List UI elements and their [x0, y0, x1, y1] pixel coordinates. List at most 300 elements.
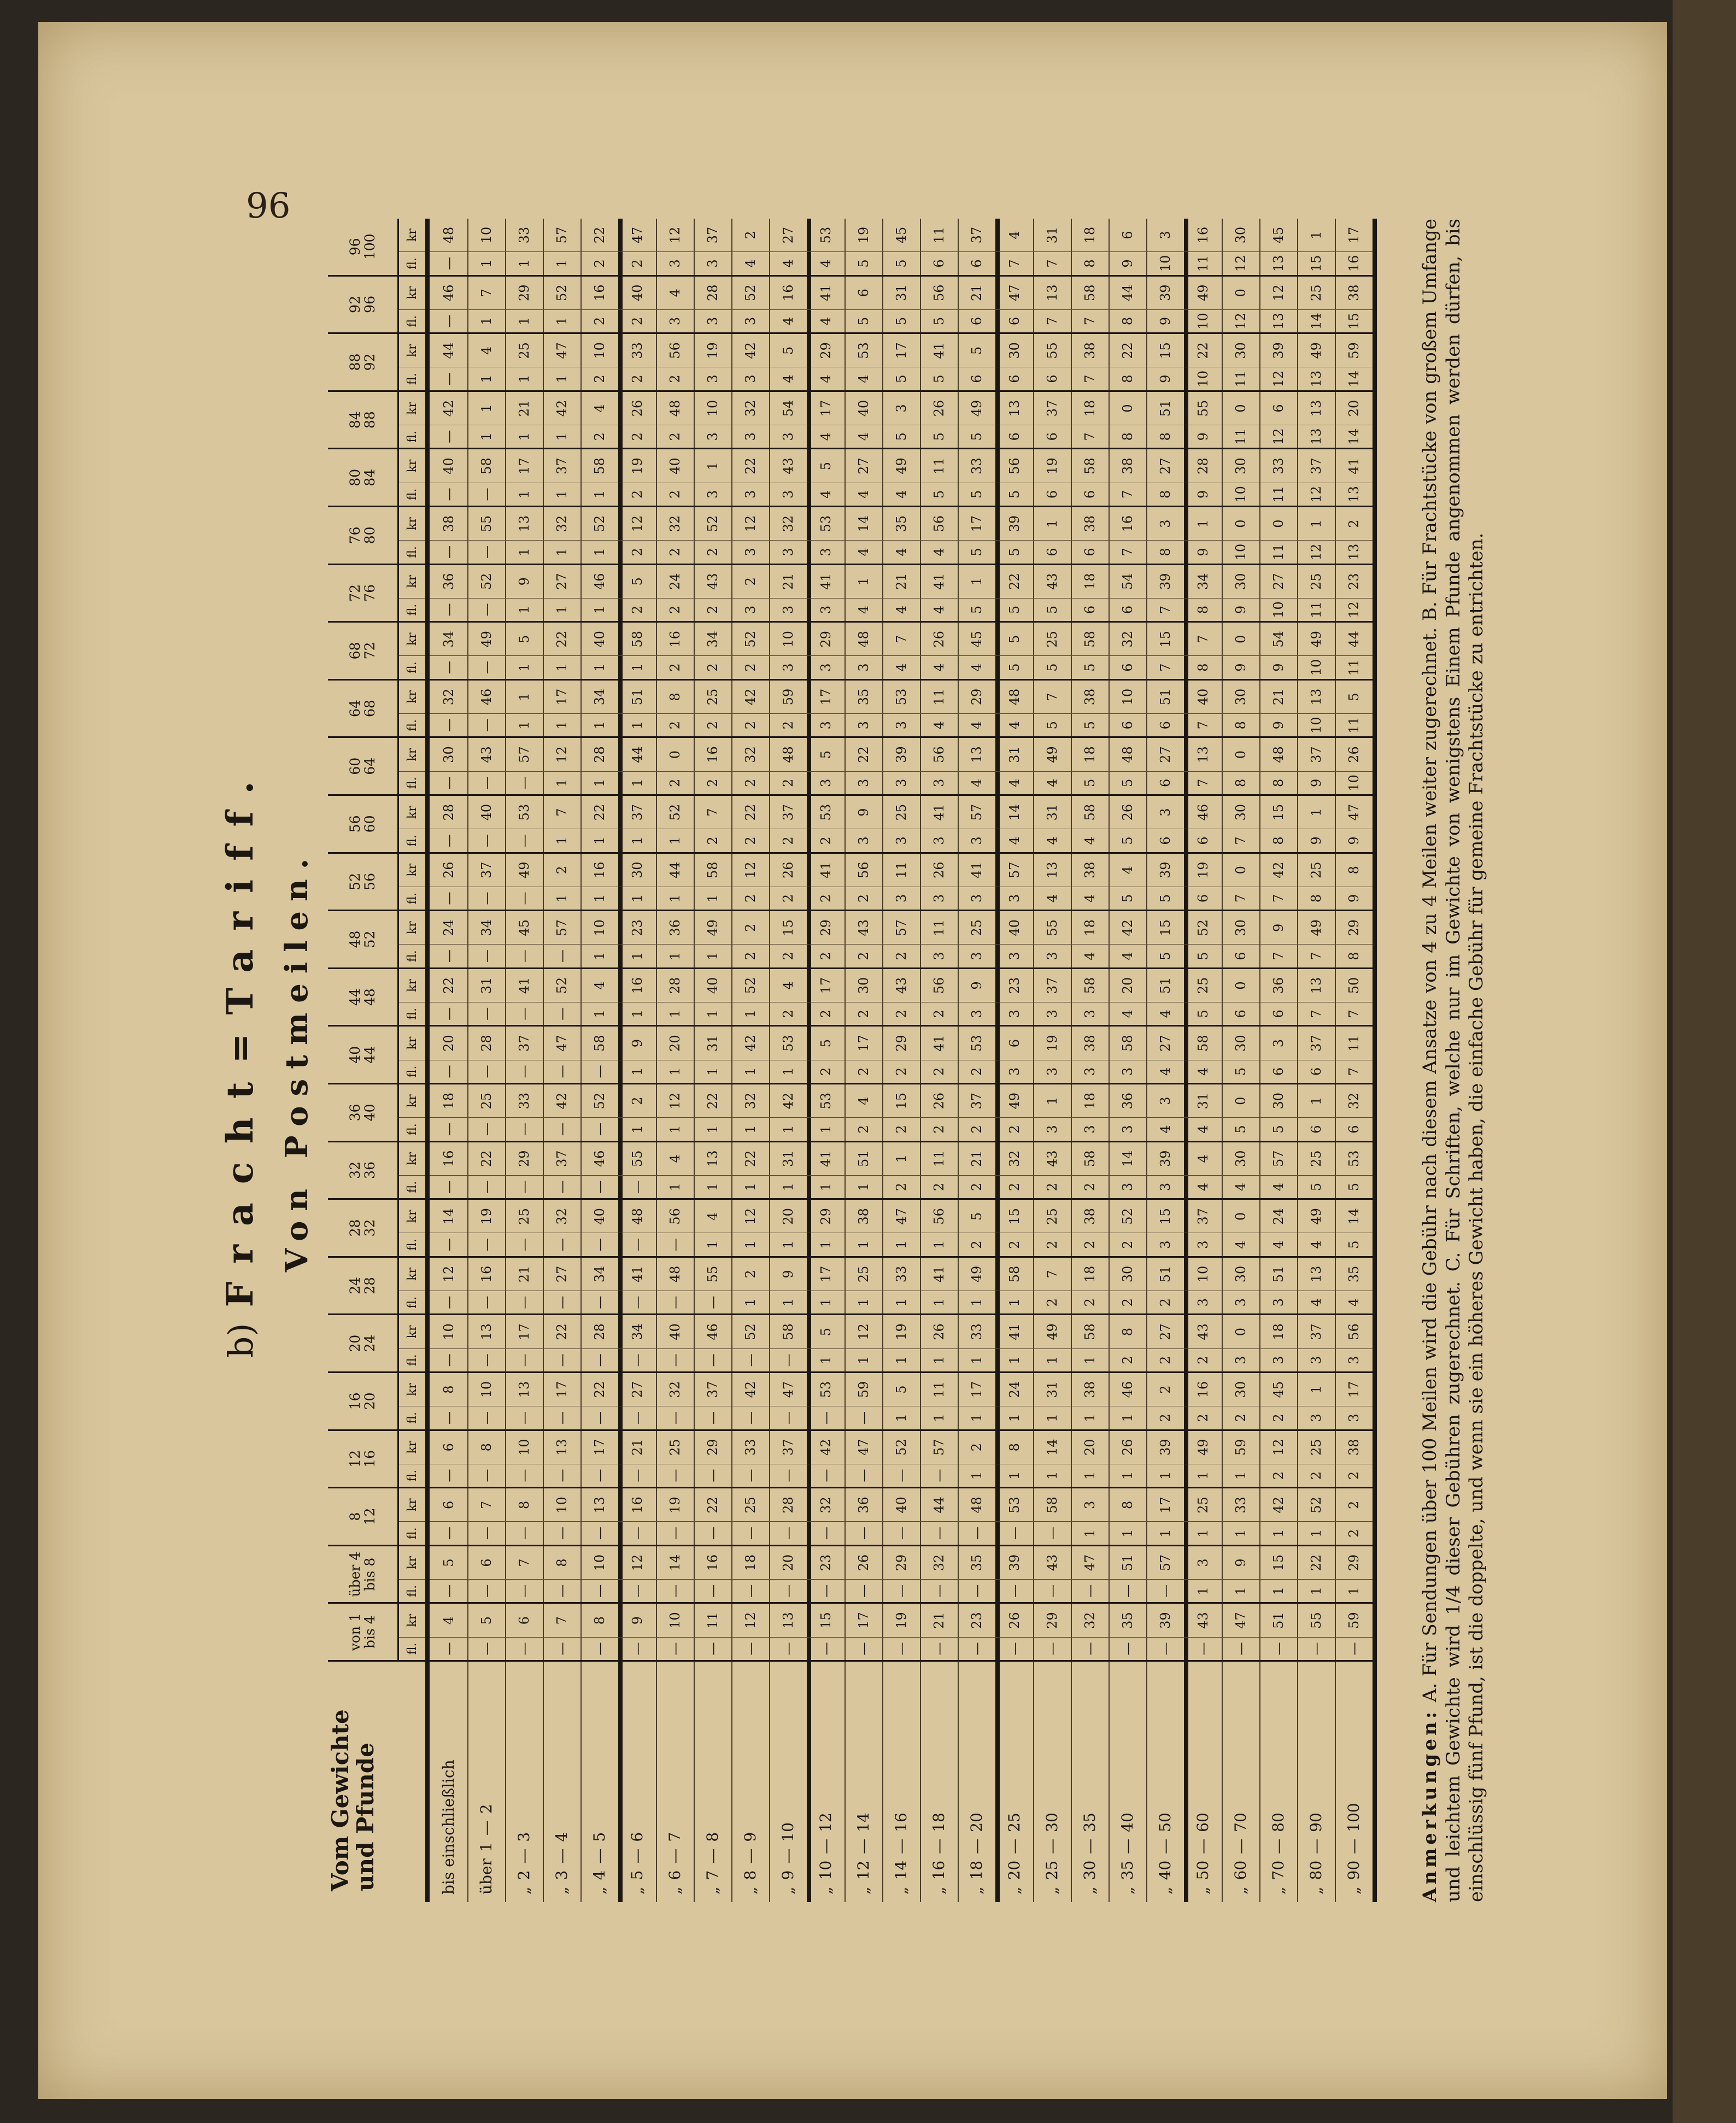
fee-kreuzer-cell: 42: [430, 392, 467, 425]
fee-florin-cell: 3: [1297, 1406, 1335, 1430]
fee-florin-cell: 6: [1109, 599, 1146, 623]
fee-kreuzer-cell: 1: [1297, 1373, 1335, 1406]
fee-kreuzer-cell: 26: [920, 1315, 958, 1348]
fee-florin-cell: 6: [1184, 829, 1222, 853]
fee-florin-cell: 5: [958, 425, 995, 449]
fee-florin-cell: —: [543, 945, 580, 969]
fee-kreuzer-cell: 19: [882, 1315, 920, 1348]
weight-range-cell: [882, 1662, 920, 1902]
fee-kreuzer-cell: 53: [505, 796, 543, 829]
range-to: 80: [361, 526, 378, 544]
weight-a: 12: [854, 1860, 872, 1880]
weight-b: 9: [741, 1832, 759, 1842]
fee-florin-cell: 1: [995, 1464, 1033, 1488]
fee-florin-cell: —: [543, 1176, 580, 1200]
fee-florin-cell: 1: [656, 1060, 694, 1084]
fee-florin-cell: 4: [920, 714, 958, 738]
fee-florin-cell: 3: [1259, 1349, 1297, 1373]
fee-florin-cell: 1: [1146, 1522, 1184, 1546]
fee-kreuzer-cell: 31: [882, 277, 920, 310]
fee-florin-cell: 2: [656, 599, 694, 623]
weight-dash: —: [779, 1848, 797, 1864]
fee-kreuzer-cell: 55: [1033, 334, 1071, 367]
fee-florin-cell: 12: [1297, 541, 1335, 565]
fee-kreuzer-cell: 3: [1146, 1084, 1184, 1118]
fee-kreuzer-cell: 16: [618, 969, 656, 1002]
weight-a: 35: [1118, 1860, 1136, 1880]
fee-florin-cell: 3: [1109, 1176, 1146, 1200]
fee-kreuzer-cell: 19: [1033, 449, 1071, 483]
fee-kreuzer-cell: 12: [1259, 277, 1297, 310]
fee-kreuzer-cell: 51: [618, 681, 656, 714]
weight-pre: „: [1156, 1886, 1174, 1895]
distance-range-header: [328, 738, 399, 796]
fee-kreuzer-cell: 19: [656, 1488, 694, 1522]
tariff-row: [731, 219, 770, 1902]
range-to: 92: [361, 353, 378, 371]
fee-florin-cell: 2: [1033, 1291, 1071, 1315]
fee-florin-cell: —: [769, 1406, 807, 1430]
fee-florin-cell: 3: [958, 887, 995, 911]
fee-kreuzer-cell: 0: [1222, 623, 1259, 656]
range-to: 88: [361, 411, 378, 429]
fee-florin-cell: —: [769, 1580, 807, 1604]
fee-florin-cell: 1: [920, 1406, 958, 1430]
fee-kreuzer-cell: 1: [1297, 219, 1335, 252]
fee-kreuzer-cell: 1: [1184, 507, 1222, 541]
fee-kreuzer-cell: 53: [769, 1027, 807, 1060]
fee-kreuzer-cell: 17: [807, 392, 844, 425]
fee-florin-cell: 2: [1335, 1464, 1373, 1488]
fee-kreuzer-cell: 46: [1184, 796, 1222, 829]
fee-kreuzer-cell: 59: [1335, 334, 1373, 367]
weight-range-cell: [1297, 1662, 1335, 1902]
weight-range-cell: [1259, 1662, 1297, 1902]
fee-florin-cell: 3: [844, 714, 882, 738]
fee-florin-cell: 5: [882, 310, 920, 334]
fee-florin-cell: 1: [1109, 1464, 1146, 1488]
fee-kreuzer-cell: 30: [1109, 1258, 1146, 1291]
distance-range-header: [328, 1373, 399, 1431]
fee-kreuzer-cell: 52: [882, 1431, 920, 1464]
distance-range-header: [328, 1027, 399, 1084]
fee-florin-cell: —: [1259, 1638, 1297, 1662]
fee-florin-cell: 2: [618, 483, 656, 507]
fee-kreuzer-cell: 1: [882, 1142, 920, 1176]
fee-florin-cell: 4: [1297, 1291, 1335, 1315]
fee-kreuzer-cell: 27: [618, 1373, 656, 1406]
tariff-row: [543, 219, 582, 1902]
weight-dash: —: [1118, 1838, 1136, 1854]
fee-kreuzer-cell: 52: [1297, 1488, 1335, 1522]
unit-kr-label: kr: [399, 392, 425, 425]
fee-kreuzer-cell: 57: [920, 1431, 958, 1464]
tariff-title: [219, 219, 279, 1902]
fee-florin-cell: 3: [1335, 1406, 1373, 1430]
weight-dash: —: [477, 1820, 495, 1836]
unit-kr-label: kr: [399, 738, 425, 771]
fee-florin-cell: 1: [1033, 1406, 1071, 1430]
weight-range-cell: [769, 1662, 807, 1902]
fee-kreuzer-cell: 19: [618, 449, 656, 483]
fee-kreuzer-cell: 15: [769, 911, 807, 945]
range-to: 40: [361, 1104, 378, 1122]
fee-kreuzer-cell: 11: [920, 681, 958, 714]
fee-kreuzer-cell: 18: [1071, 1258, 1109, 1291]
fee-florin-cell: 1: [694, 1002, 731, 1027]
fee-florin-cell: 2: [731, 714, 769, 738]
fee-florin-cell: 5: [995, 541, 1033, 565]
fee-kreuzer-cell: 17: [543, 1373, 580, 1406]
fee-florin-cell: —: [430, 1118, 467, 1142]
fee-kreuzer-cell: 16: [769, 277, 807, 310]
fee-kreuzer-cell: 0: [1222, 1315, 1259, 1348]
range-to: 64: [361, 757, 378, 775]
fee-kreuzer-cell: 56: [920, 507, 958, 541]
fee-florin-cell: 2: [807, 1060, 844, 1084]
weight-dash: —: [892, 1838, 910, 1854]
fee-kreuzer-cell: 41: [807, 277, 844, 310]
fee-kreuzer-cell: 12: [430, 1258, 467, 1291]
fee-florin-cell: —: [580, 1464, 618, 1488]
fee-kreuzer-cell: 49: [694, 911, 731, 945]
unit-kr-label: kr: [399, 277, 425, 310]
fee-florin-cell: —: [430, 310, 467, 334]
fee-florin-cell: 6: [1033, 483, 1071, 507]
unit-fl-label: fl.: [399, 425, 425, 449]
fee-florin-cell: —: [430, 1002, 467, 1027]
fee-florin-cell: —: [467, 772, 505, 796]
fee-kreuzer-cell: 7: [505, 1546, 543, 1580]
fee-kreuzer-cell: 57: [543, 911, 580, 945]
unit-kr-label: kr: [399, 334, 425, 367]
fee-florin-cell: 1: [505, 656, 543, 680]
fee-florin-cell: 6: [1297, 1118, 1335, 1142]
range-from: 32: [347, 1162, 363, 1179]
fee-florin-cell: —: [580, 1638, 618, 1662]
fee-florin-cell: 2: [580, 310, 618, 334]
distance-range-header: [328, 1315, 399, 1373]
unit-fl-label: fl.: [399, 483, 425, 507]
fee-kreuzer-cell: 56: [656, 334, 694, 367]
fee-kreuzer-cell: 25: [1297, 1142, 1335, 1176]
fee-kreuzer-cell: 5: [505, 623, 543, 656]
distance-range-header: [328, 219, 399, 277]
fee-florin-cell: 12: [1335, 599, 1373, 623]
fee-kreuzer-cell: 48: [958, 1488, 995, 1522]
fee-florin-cell: 8: [1222, 714, 1259, 738]
fee-florin-cell: 13: [1259, 252, 1297, 276]
fee-florin-cell: 7: [1259, 887, 1297, 911]
fee-kreuzer-cell: 39: [995, 1546, 1033, 1580]
header-row: [328, 219, 430, 1902]
fee-florin-cell: 1: [694, 1176, 731, 1200]
fee-florin-cell: 1: [958, 1349, 995, 1373]
fee-kreuzer-cell: 48: [430, 219, 467, 252]
fee-florin-cell: 4: [995, 772, 1033, 796]
fee-kreuzer-cell: 4: [430, 1604, 467, 1637]
fee-kreuzer-cell: 37: [1297, 1027, 1335, 1060]
fee-kreuzer-cell: 49: [882, 449, 920, 483]
fee-florin-cell: 1: [1184, 1522, 1222, 1546]
fee-kreuzer-cell: 26: [618, 392, 656, 425]
fee-kreuzer-cell: 15: [1259, 1546, 1297, 1580]
fee-florin-cell: 5: [1146, 887, 1184, 911]
fee-florin-cell: —: [430, 1349, 467, 1373]
fee-florin-cell: 1: [543, 656, 580, 680]
tariff-row: [694, 219, 732, 1902]
weight-a: 5: [628, 1870, 646, 1880]
unit-fl-label: fl.: [399, 945, 425, 969]
fee-kreuzer-cell: 2: [731, 911, 769, 945]
tariff-subtitle: Von Postmeilen.: [279, 848, 315, 1272]
fee-florin-cell: —: [694, 1349, 731, 1373]
fee-kreuzer-cell: 36: [1259, 969, 1297, 1002]
fee-florin-cell: —: [807, 1580, 844, 1604]
fee-florin-cell: 2: [995, 1176, 1033, 1200]
fee-florin-cell: 11: [1297, 599, 1335, 623]
fee-florin-cell: 7: [1109, 541, 1146, 565]
fee-florin-cell: 4: [1146, 1118, 1184, 1142]
fee-kreuzer-cell: 14: [995, 796, 1033, 829]
fee-kreuzer-cell: 56: [1335, 1315, 1373, 1348]
fee-florin-cell: 3: [1033, 1118, 1071, 1142]
fee-kreuzer-cell: 1: [1297, 1084, 1335, 1118]
fee-florin-cell: 1: [618, 1118, 656, 1142]
range-from: 64: [347, 700, 363, 718]
range-to: 24: [361, 1334, 378, 1352]
distance-range-header: [328, 681, 399, 738]
weight-dash: —: [1231, 1838, 1250, 1854]
fee-kreuzer-cell: 54: [1109, 565, 1146, 599]
unit-fl-label: fl.: [399, 252, 425, 276]
fee-florin-cell: 1: [543, 483, 580, 507]
fee-kreuzer-cell: 6: [467, 1546, 505, 1580]
fee-kreuzer-cell: 8: [1335, 854, 1373, 887]
fee-kreuzer-cell: 47: [1071, 1546, 1109, 1580]
fee-kreuzer-cell: 39: [882, 738, 920, 771]
weight-a: 80: [1307, 1860, 1325, 1880]
weight-dash: —: [515, 1848, 533, 1864]
fee-florin-cell: 2: [920, 1176, 958, 1200]
fee-florin-cell: 6: [1259, 1002, 1297, 1027]
fee-florin-cell: 2: [1033, 1233, 1071, 1257]
fee-florin-cell: —: [430, 1060, 467, 1084]
weight-dash: —: [930, 1838, 948, 1854]
fee-florin-cell: 1: [618, 1060, 656, 1084]
fee-florin-cell: 2: [656, 541, 694, 565]
fee-kreuzer-cell: 3: [1071, 1488, 1109, 1522]
fee-kreuzer-cell: 1: [1033, 507, 1071, 541]
fee-kreuzer-cell: 36: [1109, 1084, 1146, 1118]
fee-florin-cell: 1: [958, 1464, 995, 1488]
fee-kreuzer-cell: 51: [1259, 1604, 1297, 1637]
weight-dash: —: [1156, 1838, 1174, 1854]
fee-florin-cell: 3: [920, 772, 958, 796]
fee-florin-cell: —: [467, 656, 505, 680]
fee-kreuzer-cell: 49: [995, 1084, 1033, 1118]
fee-kreuzer-cell: 17: [1335, 219, 1373, 252]
weight-pre: bis einschließlich: [439, 1760, 458, 1895]
weight-dash: —: [967, 1838, 986, 1854]
fee-kreuzer-cell: 15: [1146, 911, 1184, 945]
fee-florin-cell: 1: [505, 483, 543, 507]
tariff-row: [807, 219, 846, 1902]
fee-kreuzer-cell: 29: [807, 623, 844, 656]
fee-kreuzer-cell: 11: [1335, 1027, 1373, 1060]
fee-kreuzer-cell: 16: [694, 1546, 731, 1580]
fee-florin-cell: 4: [807, 483, 844, 507]
range-to: 12: [361, 1508, 378, 1526]
fee-florin-cell: 2: [656, 772, 694, 796]
fee-kreuzer-cell: 43: [1033, 565, 1071, 599]
weight-dash: —: [1081, 1838, 1099, 1854]
range-to: 36: [361, 1162, 378, 1179]
range-from: 96: [347, 238, 363, 256]
fee-florin-cell: —: [1033, 1638, 1071, 1662]
fee-florin-cell: —: [580, 1406, 618, 1430]
fee-florin-cell: 2: [844, 887, 882, 911]
fee-florin-cell: —: [844, 1464, 882, 1488]
fee-florin-cell: —: [1071, 1638, 1109, 1662]
unit-kr-label: kr: [399, 1200, 425, 1233]
fee-florin-cell: 1: [920, 1349, 958, 1373]
fee-florin-cell: 1: [769, 1176, 807, 1200]
unit-fl-label: fl.: [399, 541, 425, 565]
fee-kreuzer-cell: 12: [543, 738, 580, 771]
fee-kreuzer-cell: 23: [807, 1546, 844, 1580]
weight-b: 4: [553, 1832, 571, 1842]
fee-florin-cell: —: [430, 425, 467, 449]
unit-kr-label: kr: [399, 1084, 425, 1118]
fee-kreuzer-cell: 10: [656, 1604, 694, 1637]
distance-range-header: [328, 1488, 399, 1546]
fee-kreuzer-cell: 29: [505, 277, 543, 310]
fee-florin-cell: 4: [1033, 829, 1071, 853]
fee-florin-cell: 2: [769, 887, 807, 911]
fee-florin-cell: —: [430, 1522, 467, 1546]
fee-kreuzer-cell: 18: [1071, 219, 1109, 252]
fee-kreuzer-cell: 17: [1335, 1373, 1373, 1406]
fee-kreuzer-cell: 37: [1297, 1315, 1335, 1348]
weight-range-cell: [1071, 1662, 1109, 1902]
fee-florin-cell: 1: [882, 1291, 920, 1315]
fee-kreuzer-cell: 16: [1109, 507, 1146, 541]
fee-florin-cell: 11: [1259, 483, 1297, 507]
fee-florin-cell: —: [467, 1118, 505, 1142]
fee-kreuzer-cell: 13: [1297, 681, 1335, 714]
fee-kreuzer-cell: 42: [543, 392, 580, 425]
weight-a: 40: [1156, 1860, 1174, 1880]
fee-florin-cell: 1: [882, 1406, 920, 1430]
fee-florin-cell: 1: [543, 772, 580, 796]
fee-florin-cell: 2: [1071, 1176, 1109, 1200]
fee-florin-cell: —: [505, 945, 543, 969]
fee-florin-cell: 1: [656, 829, 694, 853]
fee-florin-cell: —: [656, 1349, 694, 1373]
fee-kreuzer-cell: 32: [430, 681, 467, 714]
fee-kreuzer-cell: 20: [769, 1546, 807, 1580]
fee-florin-cell: 2: [807, 1002, 844, 1027]
tariff-row: [1146, 219, 1188, 1902]
fee-kreuzer-cell: 15: [807, 1604, 844, 1637]
fee-kreuzer-cell: 40: [656, 449, 694, 483]
fee-florin-cell: 5: [1335, 1233, 1373, 1257]
fee-kreuzer-cell: 27: [1146, 1027, 1184, 1060]
fee-florin-cell: 6: [1109, 714, 1146, 738]
fee-kreuzer-cell: 40: [656, 1315, 694, 1348]
fee-kreuzer-cell: 21: [958, 277, 995, 310]
fee-kreuzer-cell: 41: [920, 796, 958, 829]
fee-kreuzer-cell: 4: [1109, 854, 1146, 887]
fee-kreuzer-cell: 58: [580, 1027, 618, 1060]
fee-kreuzer-cell: 58: [1071, 623, 1109, 656]
fee-kreuzer-cell: 55: [467, 507, 505, 541]
fee-kreuzer-cell: 1: [1297, 507, 1335, 541]
fee-kreuzer-cell: 44: [1109, 277, 1146, 310]
fee-florin-cell: 2: [1222, 1406, 1259, 1430]
fee-florin-cell: 4: [769, 367, 807, 391]
fee-kreuzer-cell: 35: [882, 507, 920, 541]
fee-florin-cell: —: [656, 1291, 694, 1315]
fee-florin-cell: 5: [995, 483, 1033, 507]
fee-florin-cell: 3: [1184, 1233, 1222, 1257]
unit-fl-label: fl.: [399, 1580, 425, 1604]
fee-florin-cell: —: [505, 1002, 543, 1027]
range-from: 44: [347, 988, 363, 1006]
range-to: 68: [361, 700, 378, 718]
fee-florin-cell: 6: [1146, 772, 1184, 796]
fee-kreuzer-cell: 48: [618, 1200, 656, 1233]
fee-kreuzer-cell: 0: [1222, 1200, 1259, 1233]
weight-range-cell: [958, 1662, 995, 1902]
fee-florin-cell: 1: [731, 1118, 769, 1142]
fee-kreuzer-cell: 30: [1222, 334, 1259, 367]
fee-kreuzer-cell: 35: [844, 681, 882, 714]
fee-florin-cell: 4: [844, 483, 882, 507]
fee-florin-cell: 3: [1146, 1233, 1184, 1257]
fee-kreuzer-cell: 38: [1071, 681, 1109, 714]
fee-kreuzer-cell: 16: [656, 623, 694, 656]
weight-b: 5: [590, 1832, 608, 1842]
fee-florin-cell: 13: [1259, 310, 1297, 334]
fee-kreuzer-cell: 56: [920, 1200, 958, 1233]
fee-florin-cell: 1: [543, 599, 580, 623]
fee-kreuzer-cell: 56: [920, 738, 958, 771]
weight-b: 50: [1156, 1813, 1174, 1832]
fee-kreuzer-cell: 37: [769, 1431, 807, 1464]
fee-florin-cell: 8: [1297, 887, 1335, 911]
fee-florin-cell: 1: [694, 887, 731, 911]
fee-florin-cell: 4: [1033, 887, 1071, 911]
weight-dash: —: [628, 1848, 646, 1864]
weight-a: 3: [553, 1870, 571, 1880]
fee-kreuzer-cell: 13: [1033, 277, 1071, 310]
fee-florin-cell: —: [656, 1464, 694, 1488]
fee-kreuzer-cell: 30: [1222, 219, 1259, 252]
fee-florin-cell: —: [958, 1638, 995, 1662]
fee-florin-cell: —: [430, 483, 467, 507]
fee-kreuzer-cell: 6: [430, 1431, 467, 1464]
fee-kreuzer-cell: 52: [731, 277, 769, 310]
tariff-row: [1335, 219, 1377, 1902]
fee-florin-cell: 2: [769, 772, 807, 796]
fee-kreuzer-cell: 25: [467, 1084, 505, 1118]
weight-b: 3: [515, 1832, 533, 1842]
fee-kreuzer-cell: 7: [882, 623, 920, 656]
fee-kreuzer-cell: 55: [1184, 392, 1222, 425]
fee-florin-cell: 5: [1297, 1176, 1335, 1200]
